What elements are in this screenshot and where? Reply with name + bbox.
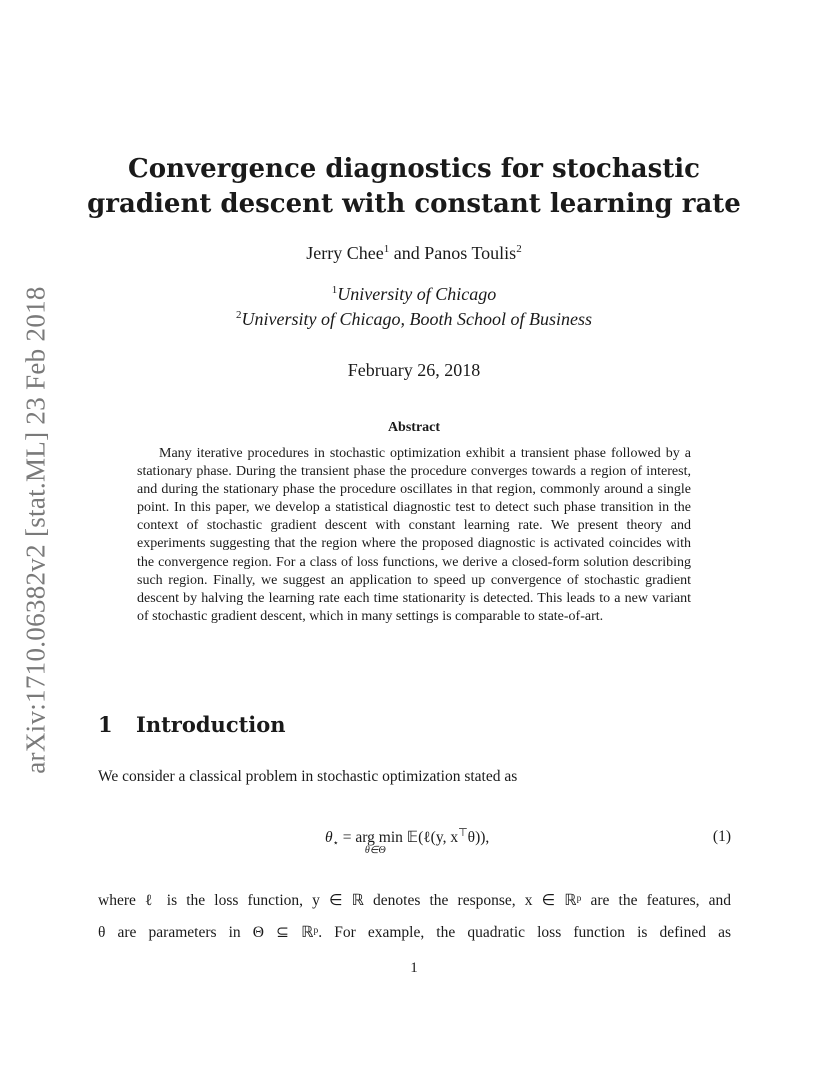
transpose-symbol: ⊤	[458, 826, 468, 839]
intro-paragraph-1: We consider a classical problem in stochastic optimization stated as	[98, 768, 518, 785]
author-name: Panos Toulis	[424, 243, 517, 263]
section-number: 1	[98, 712, 113, 737]
affiliation-name: University of Chicago	[337, 284, 497, 304]
affiliation-name: University of Chicago, Booth School of Business	[241, 309, 592, 329]
equation-number: (1)	[712, 828, 731, 845]
argmin-subscript: θ∈Θ	[364, 845, 386, 856]
affiliation-1	[0, 284, 828, 305]
equation-lhs-subscript: ⋆	[332, 838, 339, 850]
author-affiliation-marker: 2	[516, 243, 522, 255]
publication-date: February 26, 2018	[347, 360, 481, 380]
equation-rhs: 𝔼(ℓ(y, x	[406, 829, 459, 846]
equation-lhs: θ	[325, 829, 333, 846]
author-list	[0, 243, 828, 264]
argmin-operator	[338, 829, 407, 856]
equation-rhs-end: θ)),	[467, 829, 490, 846]
paragraph-line: θ are parameters in Θ ⊆ ℝᵖ. For example, the quadratic loss function is defined as	[98, 924, 731, 941]
equation-1	[98, 826, 731, 860]
section-heading	[98, 712, 286, 737]
affiliation-marker: 1	[331, 284, 338, 296]
abstract-heading: Abstract	[387, 420, 441, 435]
section-title: Introduction	[136, 712, 286, 737]
argmin-text: = arg min	[338, 829, 407, 846]
intro-paragraph-2	[98, 885, 731, 949]
title-line-1: Convergence diagnostics for stochastic	[128, 154, 700, 184]
affiliation-marker: 2	[236, 309, 242, 321]
author-connector: and	[389, 243, 425, 263]
arxiv-identifier-stamp: arXiv:1710.06382v2 [stat.ML] 23 Feb 2018	[20, 286, 51, 774]
author-name: Jerry Chee	[306, 243, 384, 263]
paragraph-line: where ℓ is the loss function, y ∈ ℝ denotes the response, x ∈ ℝᵖ are the features, and	[98, 892, 731, 909]
abstract-text: Many iterative procedures in stochastic optimization exhibit a transient phase followed by a stationary phase. During the transient phase the procedure converges towards a region of interest, and during the stationary phase the procedure oscillates in that region, commonly around a single point. In this paper, we develop a statistical diagnostic test to detect such phase transition in the context of stochastic gradient descent with constant learning rate. We present theory and experiments suggesting that the region where the proposed diagnostic is activated coincides with the convergence region. For a class of loss functions, we derive a closed-form solution describing such region. Finally, we suggest an application to speed up convergence of stochastic gradient descent by halving the learning rate each time stationarity is detected. This leads to a new variant of stochastic gradient descent, which in many settings is comparable to state-of-art.	[137, 446, 691, 624]
affiliation-2	[0, 309, 828, 330]
page-number: 1	[410, 960, 418, 976]
title-line-2: gradient descent with constant learning rate	[87, 189, 741, 219]
paper-title	[0, 152, 828, 222]
equation-body	[325, 826, 490, 856]
author-affiliation-marker: 1	[383, 243, 390, 255]
